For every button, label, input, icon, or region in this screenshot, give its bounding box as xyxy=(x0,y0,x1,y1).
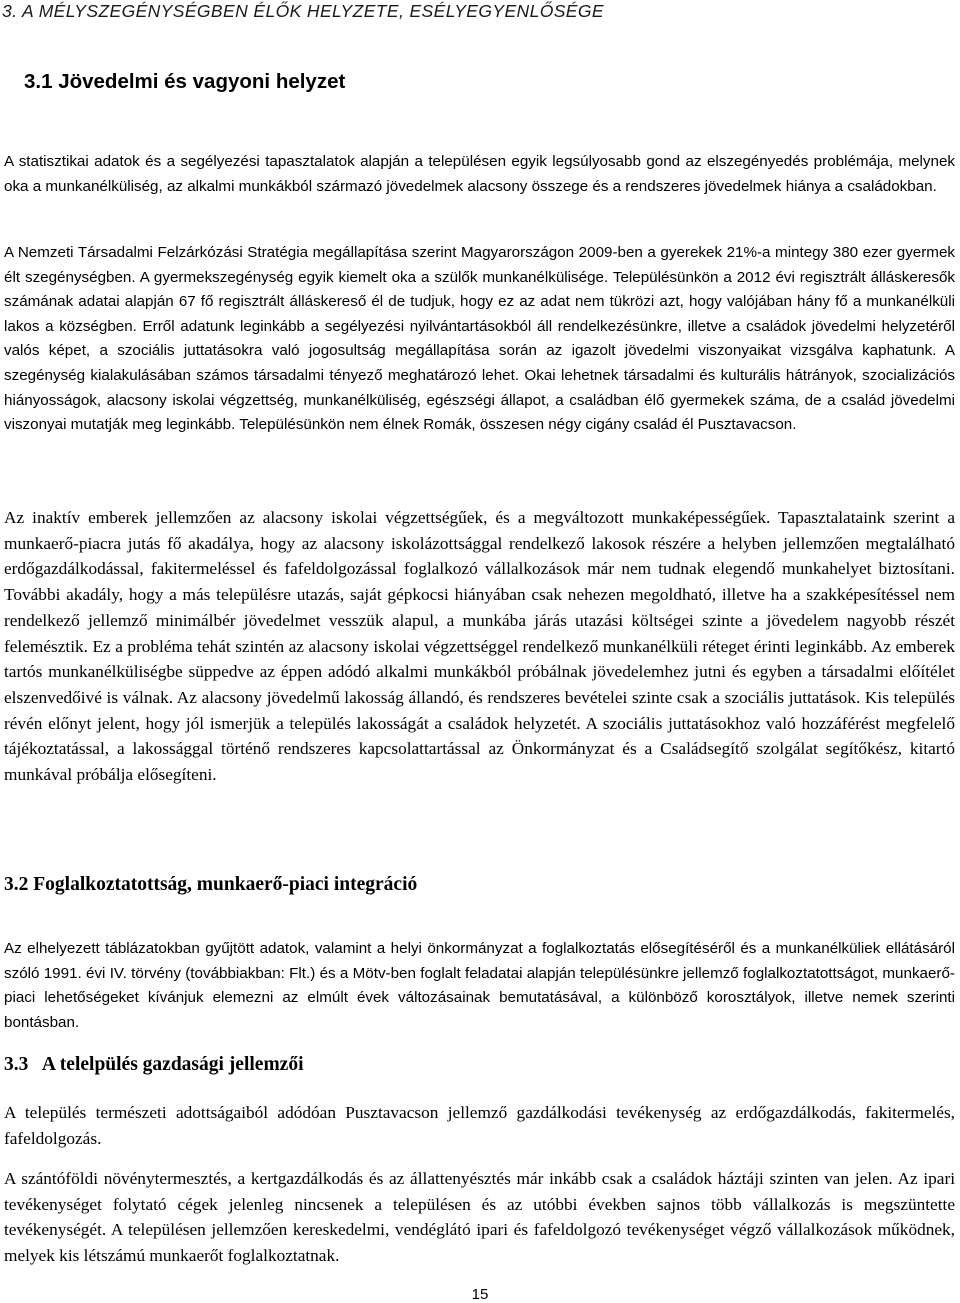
paragraph-natural-resources: A település természeti adottságaiból adódóan Pusztavacson jellemző gazdálkodási tevékenység az erdőgazdálkodás, fakitermelés, fafeldolgozás. xyxy=(4,1103,955,1148)
section-heading-3-3: 3.3 A telelpülés gazdasági jellemzői xyxy=(4,1054,304,1075)
paragraph-local-economy: A szántóföldi növénytermesztés, a kertgazdálkodás és az állattenyésztés már inkább csak a családok háztáji szinten van jelen. Az ipari tevékenységet folytató cégek jelenleg nincsenek a településen és az utóbbi években sajnos több vállalkozás is megszüntette tevékenységét. A településen jellemzően kereskedelmi, vendéglátó ipari és fafeldolgozó tevékenységet végző vállalkozások működnek, melyek kis létszámú munkaerőt foglalkoztatnak. xyxy=(4,1169,955,1266)
chapter-title: 3. A MÉLYSZEGÉNYSÉGBEN ÉLŐK HELYZETE, ESÉLYEGYENLŐSÉGE xyxy=(2,1,604,21)
page-number: 15 xyxy=(471,1286,489,1303)
paragraph-child-poverty: A Nemzeti Társadalmi Felzárkózási Stratégia megállapítása szerint Magyarországon 2009-ben a gyerekek 21%-a mintegy 380 ezer gyermek élt szegénységben. A gyermekszegénység egyik kiemelt oka a szülők munkanélkülisége. Településünkön a 2012 évi regisztrált álláskeresők számának adatai alapján 67 fő regisztrált álláskereső él de tudjuk, hogy ez az adat nem tükrözi azt, hogy valójában hány fő a munkanélküli lakos a községben. Erről adatunk leginkább a segélyezési nyilvántartásokból áll rendelkezésünkre, illetve a családok jövedelmi helyzetéről valós képet, a szociális juttatásokra való jogosultság megállapítása során az igazolt jövedelmi viszonyaikat vizsgálva kaphatunk. A szegénység kialakulásában számos társadalmi tényező meghatározó lehet. Okai lehetnek társadalmi és kulturális hátrányok, szocializációs hiányosságok, alacsony iskolai végzettség, munkanélküliség, egészségi állapot, a családban élő gyermekek száma, de a család jövedelmi viszonyai mutatják meg leginkább. Településünkön nem élnek Romák, összesen négy cigány család él Pusztavacson. xyxy=(4,244,955,434)
section-heading-3-2: 3.2 Foglalkoztatottság, munkaerő-piaci integráció xyxy=(4,874,418,895)
section-heading-3-1: 3.1 Jövedelmi és vagyoni helyzet xyxy=(24,70,346,93)
paragraph-inactive-people: Az inaktív emberek jellemzően az alacsony iskolai végzettségűek, és a megváltozott munkaképességűek. Tapasztalataink szerint a munkaerő-piacra jutás fő akadálya, hogy az alacsony iskolázottsággal rendelkező lakosok részére a helyben jellemzően megtalálható erdőgazdálkodással, fakitermeléssel és fafeldolgozással foglalkozó vállalkozások már nem tudnak elegendő munkahelyet biztosítani. További akadály, hogy a más településre utazás, saját gépkocsi hiányában csak nehezen megoldható, illetve ha a szakképesítéssel nem rendelkező jellemző minimálbér jövedelmet vesszük alapul, a munkába járás utazási költségei szinte a jövedelem nagyobb részét felemésztik. Ez a probléma tehát szintén az alacsony iskolai végzettséggel rendelkező munkanélküli réteget érinti leginkább. Az emberek tartós munkanélküliségbe süppedve az éppen adódó alkalmi munkákból próbálnak jövedelemhez jutni és egyben a társadalmi előítélet elszenvedőivé is válnak. Az alacsony jövedelmű lakosság állandó, és rendszeres bevételei szinte csak a szociális juttatások. Kis település révén előnyt jelent, hogy jól ismerjük a település lakosságát a családok helyzetét. A szociális juttatásokhoz való hozzáférést megfelelő tájékoztatással, a lakossággal történő rendszeres kapcsolattartással az Önkormányzat és a Családsegítő szolgálat segítőkész, kitartó munkával próbálja elősegíteni. xyxy=(4,508,955,785)
paragraph-poverty-intro: A statisztikai adatok és a segélyezési tapasztalatok alapján a településen egyik legsúlyosabb gond az elszegényedés problémája, melynek oka a munkanélküliség, az alkalmi munkákból származó jövedelmek alacsony összege és a rendszeres jövedelmek hiánya a családokban. xyxy=(4,153,955,195)
paragraph-employment: Az elhelyezett táblázatokban gyűjtött adatok, valamint a helyi önkormányzat a foglalkoztatás elősegítéséről és a munkanélküliek ellátásáról szóló 1991. évi IV. törvény (továbbiakban: Flt.) és a Mötv-ben foglalt feladatai alapján településünkre jellemző foglalkoztatottságot, munkaerő-piaci lehetőségeket kívánjuk elemezni az elmúlt évek változásainak bemutatásával, a különböző korosztályok, illetve nemek szerinti bontásban. xyxy=(4,940,955,1031)
